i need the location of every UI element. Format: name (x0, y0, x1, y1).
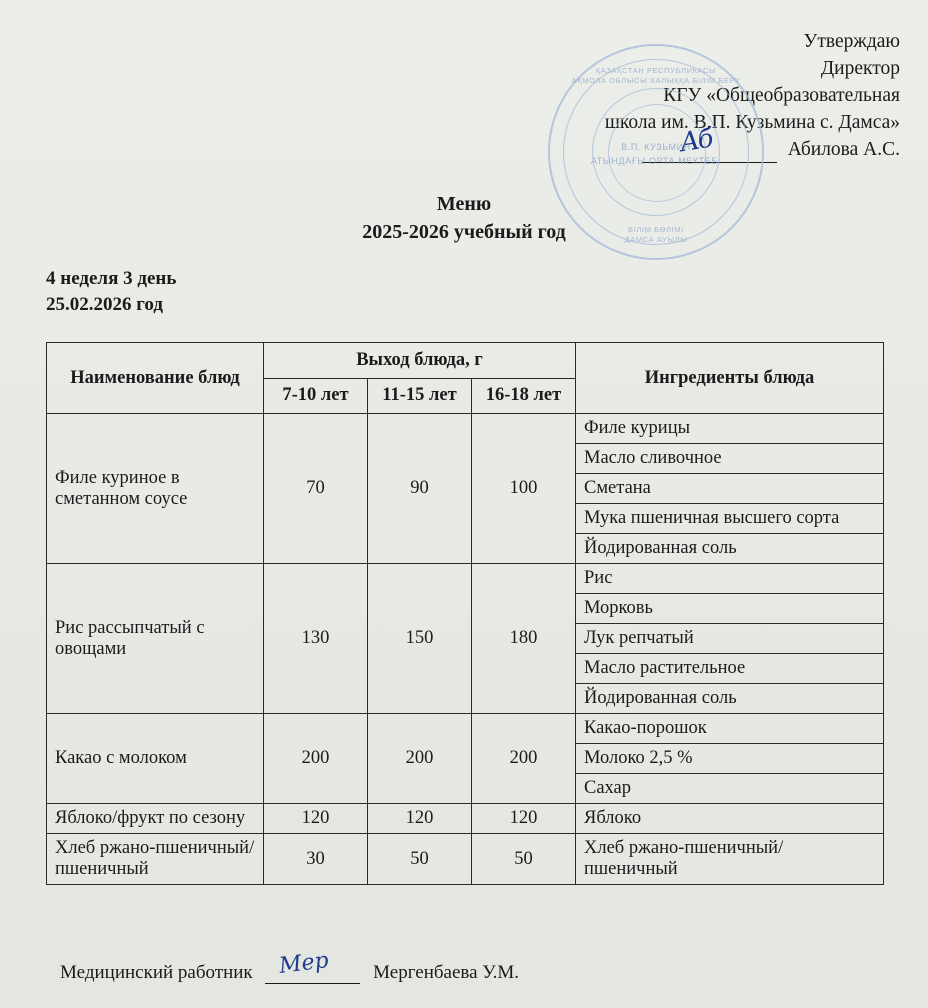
cell-yield-3: 120 (472, 804, 576, 834)
stamp-top-text-2: АҚМОЛА ОБЛЫСЫ ХАЛЫҚҚА БІЛІМ БЕРУ (571, 76, 741, 85)
cell-ingredient: Йодированная соль (576, 534, 884, 564)
medical-worker-label: Медицинский работник (60, 962, 253, 983)
week-date-block (46, 266, 176, 318)
header-age-16-18: 16-18 лет (472, 378, 576, 414)
cell-yield-3: 200 (472, 714, 576, 804)
week-day-label: 4 неделя 3 день (46, 268, 177, 289)
cell-dish-name: Рис рассыпчатый с овощами (47, 564, 264, 714)
cell-dish-name: Какао с молоком (47, 714, 264, 804)
title-line-1: Меню (436, 193, 492, 215)
cell-yield-1: 30 (264, 834, 368, 885)
table-row (47, 414, 884, 444)
cell-ingredient: Молоко 2,5 % (576, 744, 884, 774)
cell-ingredient: Филе курицы (576, 414, 884, 444)
cell-ingredient: Лук репчатый (576, 624, 884, 654)
stamp-center-text-2: АТЫНДАҒЫ ОРТА МЕКТЕБІ (590, 156, 722, 166)
cell-ingredient: Масло сливочное (576, 444, 884, 474)
medical-signature-line (265, 948, 360, 984)
table-header-row-1 (47, 343, 884, 379)
handwritten-signature: Аб (677, 123, 714, 159)
cell-yield-2: 150 (368, 564, 472, 714)
cell-yield-3: 180 (472, 564, 576, 714)
cell-yield-1: 200 (264, 714, 368, 804)
cell-yield-2: 50 (368, 834, 472, 885)
cell-ingredient: Какао-порошок (576, 714, 884, 744)
cell-ingredient: Сметана (576, 474, 884, 504)
cell-ingredient: Морковь (576, 594, 884, 624)
cell-yield-2: 90 (368, 414, 472, 564)
approval-line-3: КГУ «Общеобразовательная (663, 85, 900, 106)
cell-yield-3: 100 (472, 414, 576, 564)
header-age-11-15: 11-15 лет (368, 378, 472, 414)
cell-ingredient: Сахар (576, 774, 884, 804)
cell-dish-name: Хлеб ржано-пшеничный/ пшеничный (47, 834, 264, 885)
cell-yield-1: 120 (264, 804, 368, 834)
header-yield-group: Выход блюда, г (264, 343, 576, 379)
director-name: Абилова А.С. (787, 139, 900, 160)
cell-ingredient: Масло растительное (576, 654, 884, 684)
footer-signature-block (60, 948, 520, 984)
stamp-bottom-text-2: ДАМСА АУЫЛЫ (624, 235, 688, 244)
header-dish-name: Наименование блюд (47, 343, 264, 414)
date-label: 25.02.2026 год (46, 294, 163, 315)
cell-yield-3: 50 (472, 834, 576, 885)
table-row (47, 564, 884, 594)
menu-table (46, 342, 884, 885)
approval-signature-row (480, 123, 900, 163)
cell-yield-1: 70 (264, 414, 368, 564)
approval-line-4: школа им. В.П. Кузьмина с. Дамса» (604, 112, 900, 133)
approval-line-1: Утверждаю (803, 31, 900, 52)
cell-ingredient: Яблоко (576, 804, 884, 834)
approval-line-2: Директор (820, 58, 900, 79)
page-title (0, 190, 928, 246)
cell-ingredient: Хлеб ржано-пшеничный/ пшеничный (576, 834, 884, 885)
title-line-2: 2025-2026 учебный год (362, 221, 566, 243)
menu-table-body (47, 414, 884, 885)
table-row (47, 804, 884, 834)
table-row (47, 714, 884, 744)
header-ingredients: Ингредиенты блюда (576, 343, 884, 414)
approval-block (480, 28, 900, 163)
cell-dish-name: Филе куриное в сметанном соусе (47, 414, 264, 564)
cell-ingredient: Рис (576, 564, 884, 594)
table-row (47, 834, 884, 885)
cell-ingredient: Йодированная соль (576, 684, 884, 714)
stamp-top-text: ҚАЗАҚСТАН РЕСПУБЛИКАСЫ (595, 66, 717, 75)
cell-yield-2: 200 (368, 714, 472, 804)
header-age-7-10: 7-10 лет (264, 378, 368, 414)
stamp-center-text: В.П. КУЗЬМИН (621, 142, 691, 152)
cell-yield-2: 120 (368, 804, 472, 834)
signature-line (642, 123, 777, 163)
cell-ingredient: Мука пшеничная высшего сорта (576, 504, 884, 534)
stamp-bottom-text: БІЛІМ БӨЛІМІ (628, 225, 684, 234)
medical-handwritten-signature: Мер (278, 948, 331, 979)
medical-worker-name: Мергенбаева У.М. (373, 962, 520, 983)
cell-dish-name: Яблоко/фрукт по сезону (47, 804, 264, 834)
cell-yield-1: 130 (264, 564, 368, 714)
